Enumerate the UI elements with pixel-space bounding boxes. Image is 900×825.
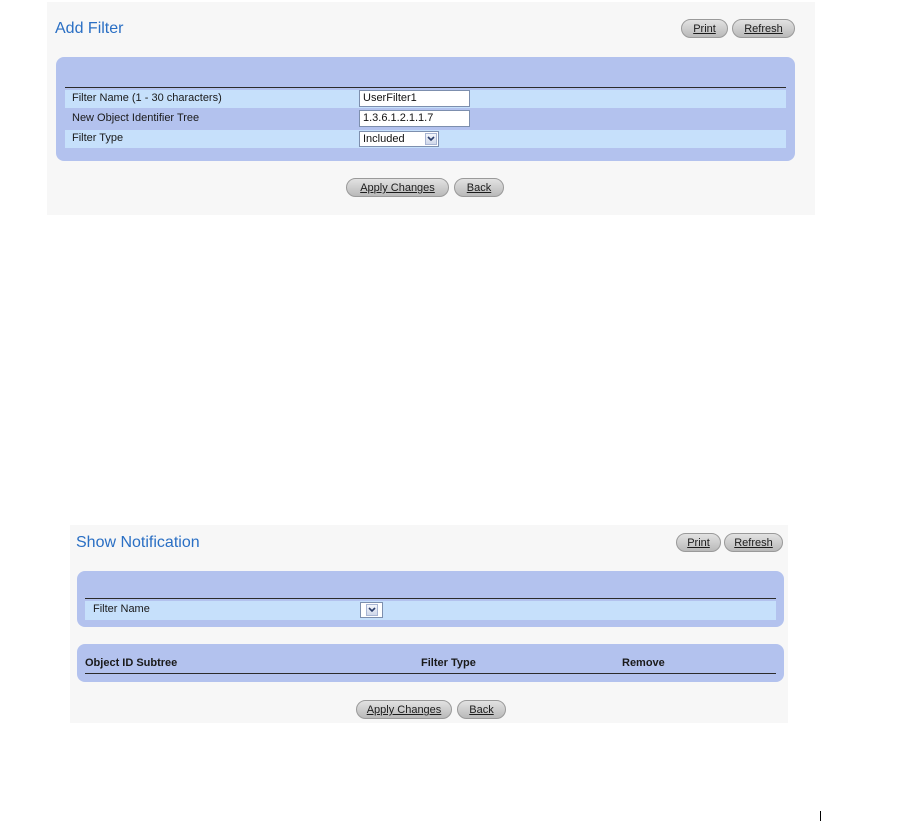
page-margin-mark <box>820 811 821 821</box>
page-title: Add Filter <box>55 20 124 37</box>
refresh-button[interactable]: Refresh <box>724 533 783 552</box>
filter-type-row <box>65 130 786 148</box>
apply-changes-button[interactable]: Apply Changes <box>346 178 449 197</box>
filter-name-row <box>85 601 776 620</box>
filter-type-select[interactable] <box>359 131 439 147</box>
page-title: Show Notification <box>76 534 200 551</box>
filter-name-select[interactable] <box>360 602 383 618</box>
column-header-filter-type: Filter Type <box>421 657 476 669</box>
filter-type-label: Filter Type <box>72 132 124 144</box>
print-button[interactable]: Print <box>681 19 728 38</box>
chevron-down-icon[interactable] <box>425 133 437 145</box>
notification-table <box>77 644 784 682</box>
column-header-object-id-subtree: Object ID Subtree <box>85 657 178 669</box>
divider <box>85 673 776 674</box>
filter-name-row <box>65 90 786 108</box>
column-header-remove: Remove <box>622 657 665 669</box>
filter-name-label: Filter Name <box>93 603 150 615</box>
back-button[interactable]: Back <box>457 700 506 719</box>
apply-changes-button[interactable]: Apply Changes <box>356 700 452 719</box>
filter-name-input[interactable]: UserFilter1 <box>359 90 470 107</box>
add-filter-panel <box>56 57 795 161</box>
filter-type-select-value: Included <box>363 133 405 145</box>
divider <box>85 598 776 599</box>
filter-panel <box>77 571 784 627</box>
refresh-button[interactable]: Refresh <box>732 19 795 38</box>
chevron-down-icon[interactable] <box>366 604 378 616</box>
back-button[interactable]: Back <box>454 178 504 197</box>
object-identifier-input[interactable]: 1.3.6.1.2.1.1.7 <box>359 110 470 127</box>
object-identifier-label: New Object Identifier Tree <box>72 112 200 124</box>
add-filter-screen <box>47 2 815 215</box>
show-notification-screen <box>70 525 788 723</box>
divider <box>65 87 786 88</box>
print-button[interactable]: Print <box>676 533 721 552</box>
filter-name-label: Filter Name (1 - 30 characters) <box>72 92 222 104</box>
object-identifier-row <box>65 110 786 128</box>
